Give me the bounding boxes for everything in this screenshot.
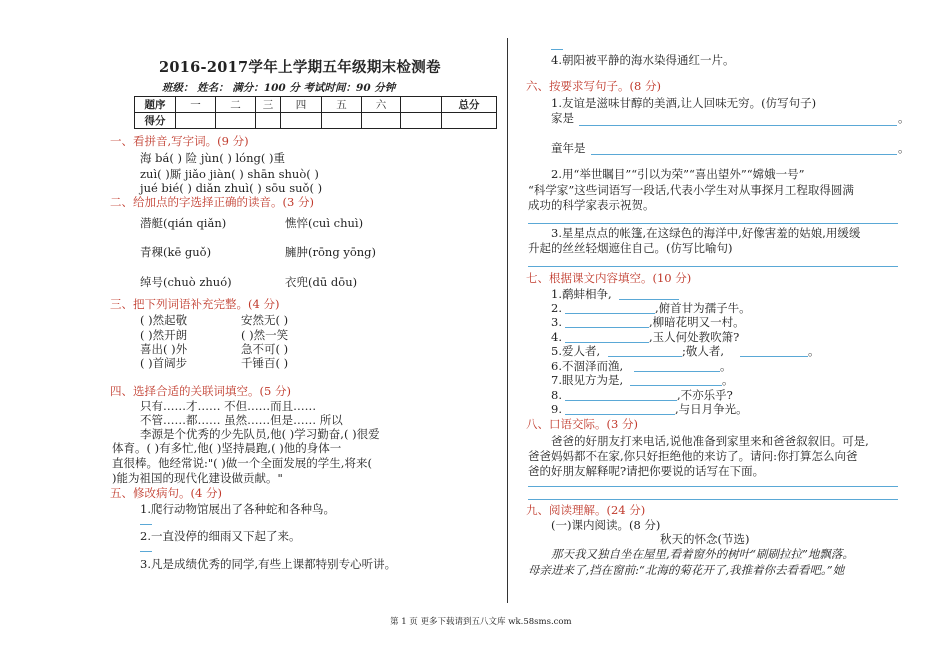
question-line: ,玉人何处教吹箫? [649, 330, 740, 344]
question-line: 2.一直没停的细雨又下起了来。 [140, 529, 301, 543]
question-item: 衣兜(dū dōu) [285, 275, 358, 289]
question-line: 7.眼见方为是, [551, 373, 624, 387]
question-line: 爸爸妈妈都不在家,你只好拒绝他的来访了。请问:你打算怎么向爸 [528, 449, 858, 463]
table-cell: 题序 [135, 97, 176, 113]
answer-line[interactable] [565, 414, 675, 415]
question-item: 憔悴(cuì chuì) [285, 216, 364, 230]
answer-line[interactable] [528, 486, 898, 487]
table-cell: 总分 [442, 97, 497, 113]
question-item: 安然无( ) [241, 313, 289, 327]
table-cell: 得分 [135, 113, 176, 129]
answer-line[interactable] [608, 356, 682, 357]
question-line: 海 bá( ) 险 jùn( ) lóng( )重 [140, 151, 285, 165]
score-table-row [135, 97, 497, 113]
question-line: 1.友谊是滋味甘醇的美酒,让人回味无穷。(仿写句子) [551, 96, 817, 110]
question-line: 3. [551, 315, 562, 329]
answer-line[interactable] [140, 524, 152, 525]
answer-line[interactable] [528, 266, 898, 267]
question-line: 爸的好朋友解释呢?请把你要说的话写在下面。 [528, 464, 765, 478]
question-line: 成功的科学家表示祝贺。 [528, 198, 655, 212]
passage-line: 母亲进来了,挡在窗前:“北海的菊花开了,我推着你去看看吧。”她 [528, 563, 845, 577]
question-line: 4.朝阳被平静的海水染得通红一片。 [551, 53, 735, 67]
question-line: ,与日月争光。 [675, 402, 748, 416]
table-cell: 一 [176, 97, 216, 113]
question-line: 3.星星点点的帐篷,在这绿色的海洋中,好像害羞的姑娘,用缓缓 [551, 226, 861, 240]
question-line: 爸爸的好朋友打来电话,说他准备到家里来和爸爸叙叙旧。可是, [551, 434, 869, 448]
score-cell[interactable] [322, 113, 362, 129]
answer-line[interactable] [740, 356, 808, 357]
question-item: 潜艇(qián qiǎn) [140, 216, 227, 230]
section-heading: 四、选择合适的关联词填空。(5 分) [110, 384, 291, 398]
question-item: 急不可( ) [241, 342, 289, 356]
question-line: 1.鹬蚌相争, [551, 287, 612, 301]
question-item: 喜出( )外 [140, 342, 188, 356]
answer-line[interactable] [551, 49, 563, 50]
answer-line[interactable] [591, 154, 897, 155]
question-line: 3.凡是成绩优秀的同学,有些上课都特别专心听讲。 [140, 557, 397, 571]
question-line: 不管……都…… 虽然……但是…… 所以 [140, 413, 343, 427]
section-heading: 五、修改病句。(4 分) [110, 486, 222, 500]
score-table [134, 96, 497, 129]
period-mark: 。 [898, 111, 910, 125]
section-heading: 六、按要求写句子。(8 分) [526, 79, 661, 93]
question-item: ( )然一笑 [241, 328, 289, 342]
question-line: 6.不涸泽而渔, [551, 359, 624, 373]
answer-line[interactable] [528, 223, 898, 224]
question-line: 直很棒。他经常说:"( )做一个全面发展的学生,将来( [112, 456, 372, 470]
question-item: 绰号(chuò zhuó) [140, 275, 232, 289]
table-cell: 三 [256, 97, 281, 113]
question-line: ,不亦乐乎? [677, 388, 733, 402]
page-footer: 第 1 页 更多下载请到五八文库 wk.58sms.com [390, 617, 572, 627]
question-line: ;敬人者, [682, 344, 725, 358]
question-line: “科学家”这些词语写一段话,代表小学生对从事探月工程取得圆满 [528, 183, 854, 197]
column-divider [507, 38, 508, 603]
question-line: 升起的丝丝轻烟遮住自己。(仿写比喻句) [528, 241, 733, 255]
score-table-row [135, 113, 497, 129]
section-heading: 二、给加点的字选择正确的读音。(3 分) [110, 195, 314, 209]
question-item: 青稞(kē guǒ) [140, 245, 212, 259]
question-line: 2. [551, 301, 562, 315]
question-line: 只有……才…… 不但……而且…… [140, 399, 317, 413]
answer-line[interactable] [565, 400, 677, 401]
question-line: 李源是个优秀的少先队员,他( )学习勤奋,( )很爱 [140, 427, 380, 441]
section-heading: 八、口语交际。(3 分) [526, 417, 638, 431]
question-line: 体育。( )有多忙,他( )坚持晨跑,( )他的身体一 [112, 441, 342, 455]
question-line: 家是 [551, 111, 574, 125]
question-line: 8. [551, 388, 562, 402]
answer-line[interactable] [630, 385, 722, 386]
question-line: 5.爱人者, [551, 344, 601, 358]
question-item: ( )然起敬 [140, 313, 188, 327]
question-line: )能为祖国的现代化建设做贡献。" [112, 471, 283, 485]
section-heading: 九、阅读理解。(24 分) [526, 503, 646, 517]
answer-line[interactable] [528, 499, 898, 500]
question-item: ( )然开朗 [140, 328, 188, 342]
question-item: 千锤百( ) [241, 356, 289, 370]
table-cell: 六 [362, 97, 401, 113]
question-line: 2.用“举世瞩目”“引以为荣”“喜出望外”“嫦娥一号” [551, 167, 805, 181]
table-cell [401, 97, 442, 113]
passage-line: 那天我又独自坐在屋里,看着窗外的树叶“刷刷拉拉”地飘落。 [551, 547, 854, 561]
score-cell[interactable] [256, 113, 281, 129]
table-cell: 二 [216, 97, 256, 113]
answer-line[interactable] [565, 342, 649, 343]
score-cell[interactable] [281, 113, 322, 129]
section-heading: 三、把下列词语补充完整。(4 分) [110, 297, 280, 311]
question-line: jué bié( ) diǎn zhuì( ) sōu suǒ( ) [140, 181, 323, 195]
answer-line[interactable] [579, 125, 897, 126]
score-cell[interactable] [442, 113, 497, 129]
section-heading: 七、根据课文内容填空。(10 分) [526, 271, 692, 285]
answer-line[interactable] [565, 313, 655, 314]
passage-title: 秋天的怀念(节选) [660, 532, 750, 546]
answer-line[interactable] [634, 371, 720, 372]
section-heading: 一、看拼音,写字词。(9 分) [110, 134, 249, 148]
question-line: ,俯首甘为孺子牛。 [655, 301, 751, 315]
question-line: 童年是 [551, 141, 586, 155]
subsection-heading: (一)课内阅读。(8 分) [551, 518, 661, 532]
question-line: 4. [551, 330, 562, 344]
question-line: 9. [551, 402, 562, 416]
score-cell[interactable] [362, 113, 401, 129]
question-item: 臃肿(rōng yōng) [285, 245, 377, 259]
table-cell: 五 [322, 97, 362, 113]
page-title: 2016-2017学年上学期五年级期末检测卷 [159, 59, 441, 76]
score-cell[interactable] [176, 113, 216, 129]
question-line: 1.爬行动物馆展出了各种蛇和各种鸟。 [140, 502, 335, 516]
question-item: ( )首阔步 [140, 356, 188, 370]
question-line: zuì( )厮 jiǎo jiàn( ) shān shuò( ) [140, 167, 319, 181]
period-mark: 。 [722, 373, 734, 387]
score-cell[interactable] [401, 113, 442, 129]
question-line: ,柳暗花明又一村。 [649, 315, 745, 329]
answer-line[interactable] [619, 299, 679, 300]
period-mark: 。 [898, 141, 910, 155]
period-mark: 。 [720, 359, 732, 373]
exam-info: 班级： 姓名： 满分：100 分 考试时间：90 分钟 [162, 82, 396, 94]
score-cell[interactable] [216, 113, 256, 129]
period-mark: 。 [808, 344, 820, 358]
table-cell: 四 [281, 97, 322, 113]
answer-line[interactable] [140, 551, 152, 552]
answer-line[interactable] [565, 327, 649, 328]
